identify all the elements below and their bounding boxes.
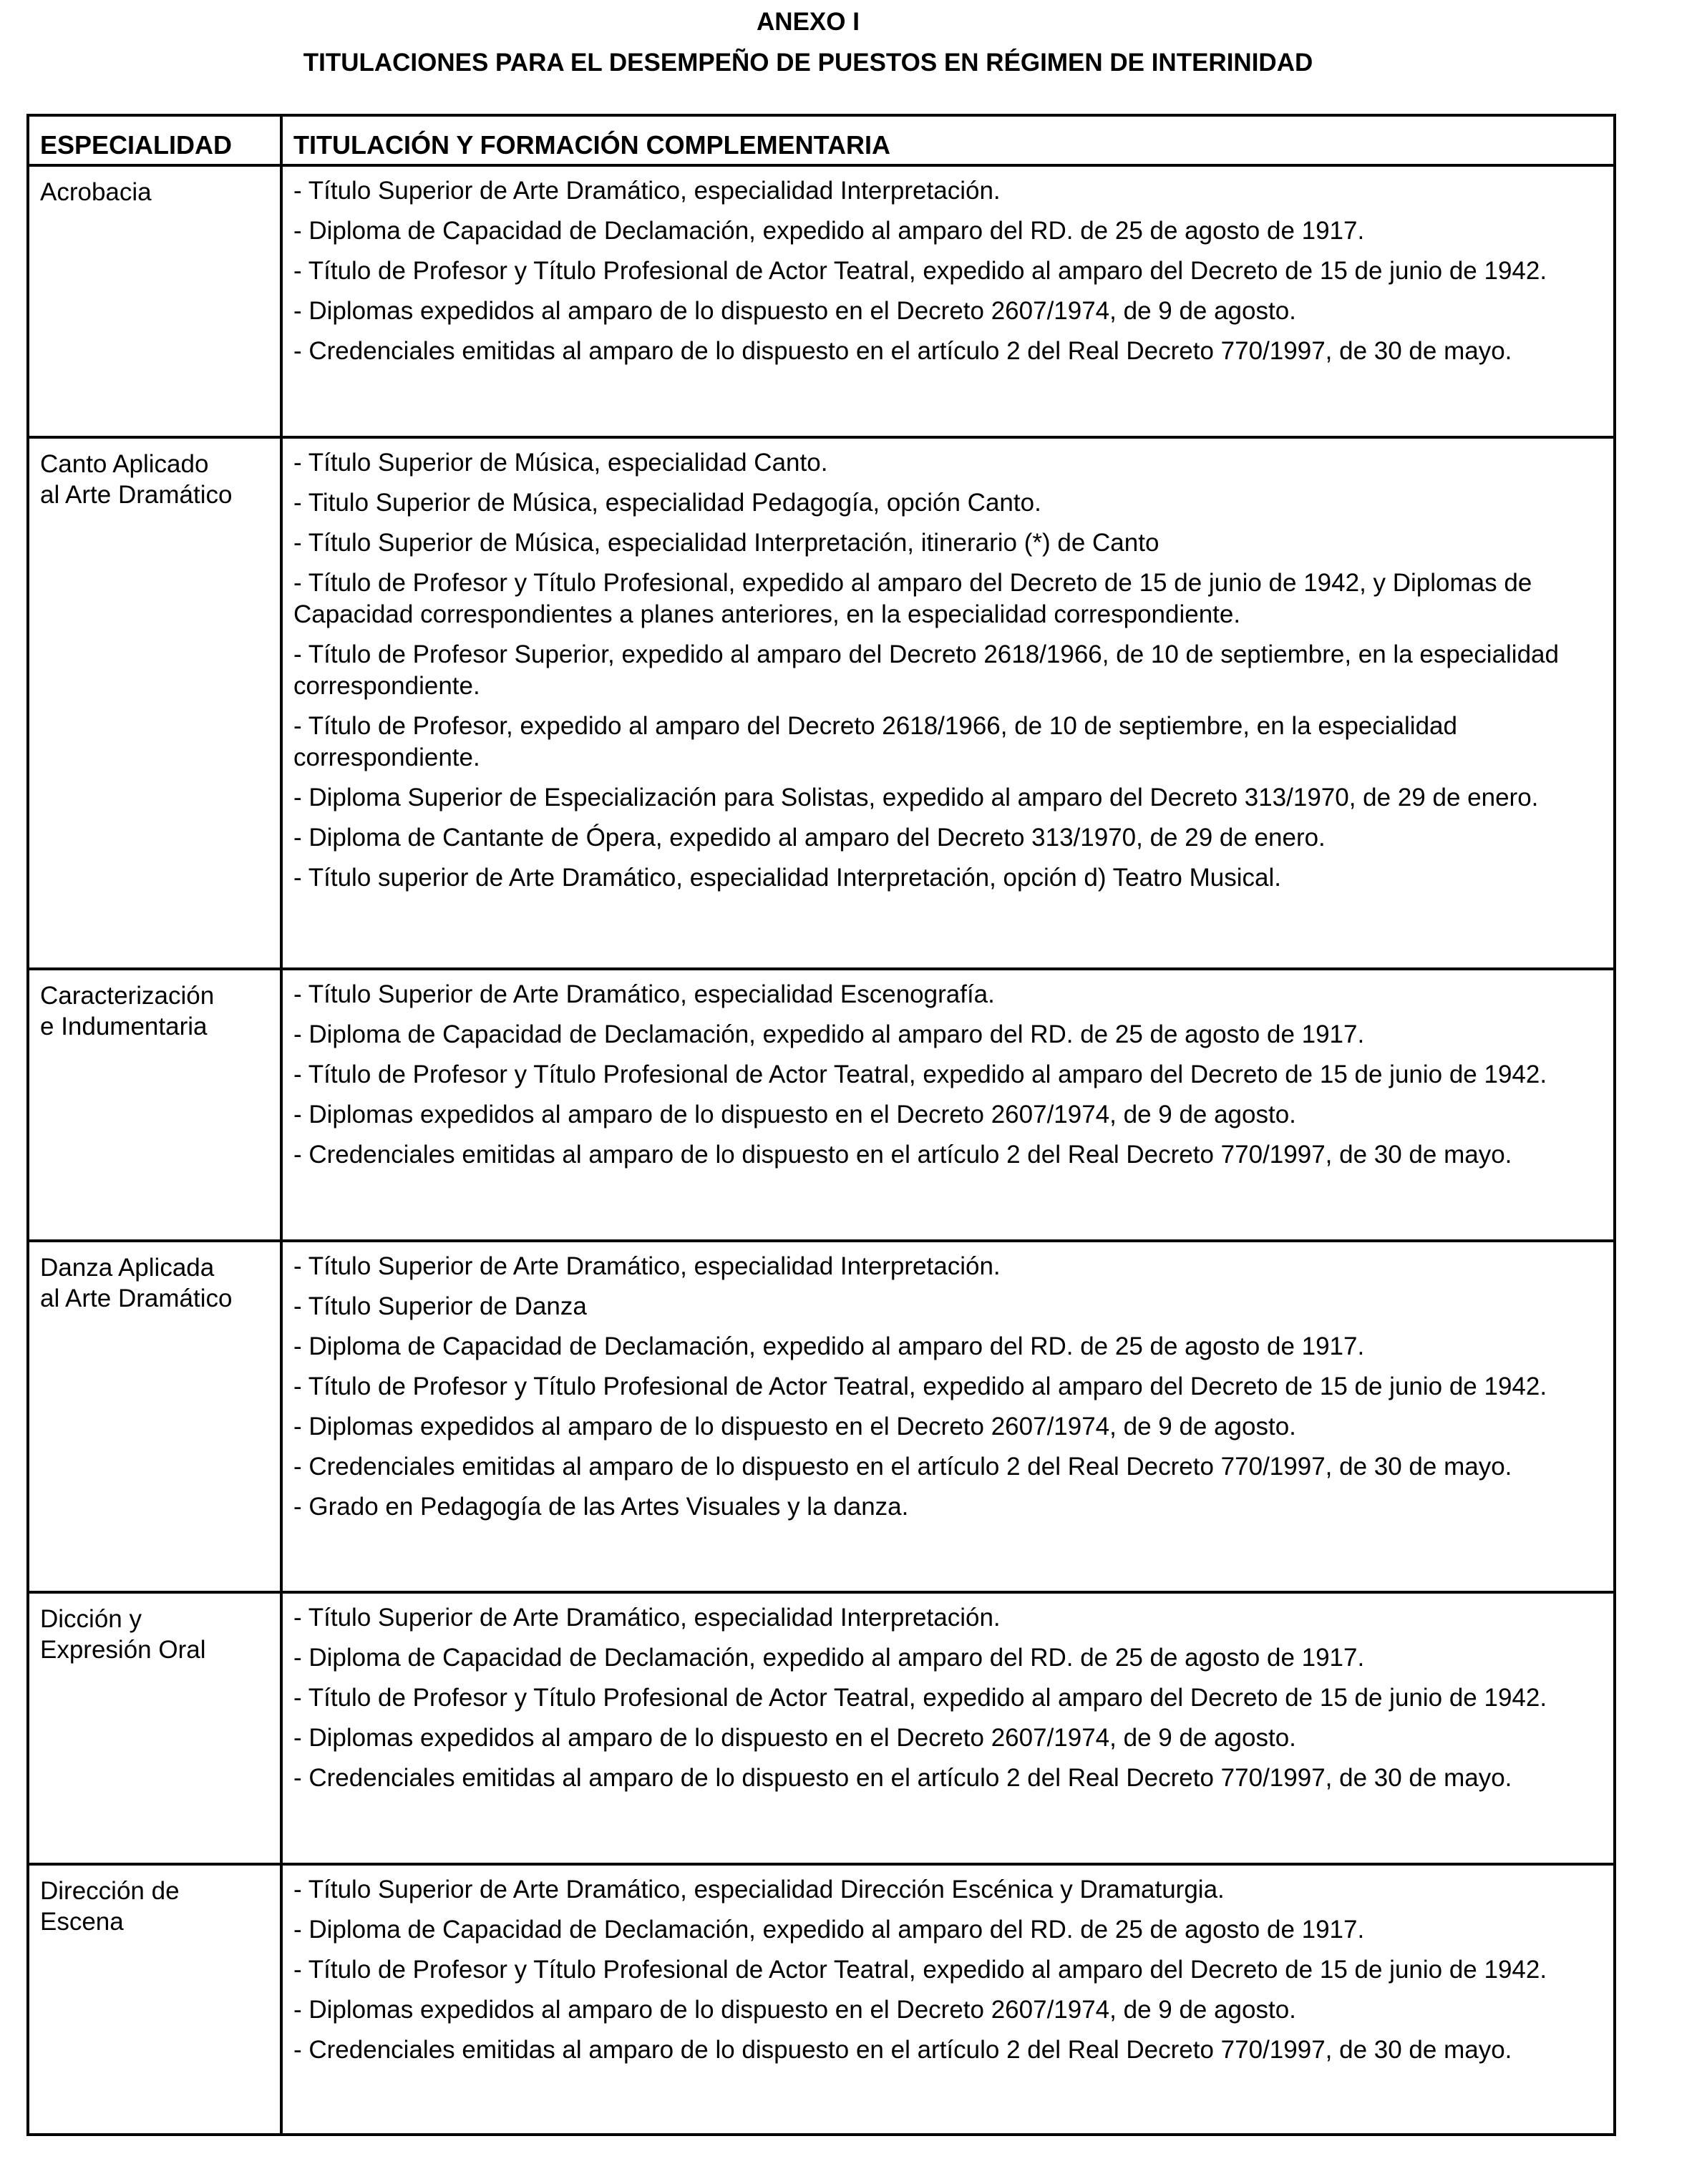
titulacion-item: - Título de Profesor y Título Profesional de Actor Teatral, expedido al amparo del Decreto de 15 de junio de 1942.: [293, 1061, 1547, 1088]
especialidad-cell: [29, 1242, 283, 1591]
document-title: ANEXO I: [757, 8, 860, 36]
titulacion-item: - Título de Profesor y Título Profesional de Actor Teatral, expedido al amparo del Decreto de 15 de junio de 1942.: [293, 257, 1547, 285]
titulacion-item: - Diploma de Cantante de Ópera, expedido al amparo del Decreto 313/1970, de 29 de enero.: [293, 824, 1326, 852]
titulacion-item: - Título Superior de Arte Dramático, especialidad Dirección Escénica y Dramaturgia.: [293, 1876, 1225, 1903]
titulacion-cell: [283, 439, 1613, 967]
especialidad-cell: [29, 439, 283, 967]
titulacion-item: - Credenciales emitidas al amparo de lo dispuesto en el artículo 2 del Real Decreto 770/1997, de 30 de mayo.: [293, 1453, 1512, 1481]
table-row-diccion: [29, 1591, 1613, 1863]
document-subtitle: TITULACIONES PARA EL DESEMPEÑO DE PUESTOS EN RÉGIMEN DE INTERINIDAD: [303, 49, 1313, 77]
titulacion-item: - Título superior de Arte Dramático, especialidad Interpretación, opción d) Teatro Musical.: [293, 864, 1281, 892]
especialidad-label: Caracterización: [40, 982, 215, 1010]
table-header-row: [29, 117, 1613, 164]
titulacion-item: - Título Superior de Arte Dramático, especialidad Escenografía.: [293, 980, 995, 1008]
titulacion-item: - Diploma de Capacidad de Declamación, expedido al amparo del RD. de 25 de agosto de 1917.: [293, 1644, 1365, 1672]
header-especialidad: ESPECIALIDAD: [29, 117, 283, 164]
especialidad-label: al Arte Dramático: [40, 1284, 233, 1312]
titulacion-item: - Título Superior de Arte Dramático, especialidad Interpretación.: [293, 1604, 1001, 1632]
titulacion-item: - Título de Profesor, expedido al amparo del Decreto 2618/1966, de 10 de septiembre, en la especialidad correspondiente.: [293, 712, 1457, 771]
especialidad-label: Danza Aplicada: [40, 1254, 215, 1282]
titulacion-item: - Título Superior de Danza: [293, 1292, 587, 1320]
titulacion-item: - Diploma de Capacidad de Declamación, expedido al amparo del RD. de 25 de agosto de 1917.: [293, 1020, 1365, 1048]
titulacion-item: - Título Superior de Música, especialidad Canto.: [293, 449, 828, 477]
especialidad-cell: [29, 970, 283, 1239]
titulacion-item: - Título de Profesor y Título Profesional de Actor Teatral, expedido al amparo del Decreto de 15 de junio de 1942.: [293, 1956, 1547, 1984]
titulacion-item: - Credenciales emitidas al amparo de lo dispuesto en el artículo 2 del Real Decreto 770/1997, de 30 de mayo.: [293, 1141, 1512, 1169]
titulacion-item: - Diplomas expedidos al amparo de lo dispuesto en el Decreto 2607/1974, de 9 de agosto.: [293, 1724, 1296, 1752]
titulacion-item: - Diploma de Capacidad de Declamación, expedido al amparo del RD. de 25 de agosto de 1917.: [293, 1916, 1365, 1944]
titulacion-item: - Diplomas expedidos al amparo de lo dispuesto en el Decreto 2607/1974, de 9 de agosto.: [293, 1413, 1296, 1440]
table-row-direccion-escena: [29, 1863, 1613, 2133]
table-row-danza-aplicada: [29, 1239, 1613, 1591]
titulacion-item: - Diplomas expedidos al amparo de lo dispuesto en el Decreto 2607/1974, de 9 de agosto.: [293, 1101, 1296, 1128]
titulacion-cell: [283, 970, 1613, 1239]
especialidad-cell: [29, 1594, 283, 1863]
titulacion-item: - Credenciales emitidas al amparo de lo dispuesto en el artículo 2 del Real Decreto 770/1997, de 30 de mayo.: [293, 2036, 1512, 2064]
titulacion-item: - Título de Profesor y Título Profesional, expedido al amparo del Decreto de 15 de junio de 1942, y Diplomas de Capacidad correspondientes a planes anteriores, en la especialidad correspondiente.: [293, 569, 1532, 628]
especialidad-cell: [29, 1866, 283, 2133]
especialidad-label: e Indumentaria: [40, 1013, 208, 1040]
titulacion-cell: [283, 1242, 1613, 1591]
titulacion-item: - Título Superior de Arte Dramático, especialidad Interpretación.: [293, 177, 1001, 205]
titulacion-item: - Título Superior de Música, especialidad Interpretación, itinerario (*) de Canto: [293, 529, 1159, 557]
table-row-acrobacia: [29, 164, 1613, 436]
table-row-canto-aplicado: [29, 436, 1613, 967]
especialidad-label: Dirección de: [40, 1877, 180, 1905]
especialidad-label: al Arte Dramático: [40, 481, 233, 509]
titulacion-item: - Diploma de Capacidad de Declamación, expedido al amparo del RD. de 25 de agosto de 1917.: [293, 217, 1365, 245]
titulacion-item: - Credenciales emitidas al amparo de lo dispuesto en el artículo 2 del Real Decreto 770/1997, de 30 de mayo.: [293, 337, 1512, 365]
titulaciones-table: [26, 114, 1616, 2136]
titulacion-cell: [283, 1866, 1613, 2133]
especialidad-label: Escena: [40, 1908, 124, 1936]
titulacion-item: - Diploma de Capacidad de Declamación, expedido al amparo del RD. de 25 de agosto de 1917.: [293, 1332, 1365, 1360]
titulacion-item: - Diplomas expedidos al amparo de lo dispuesto en el Decreto 2607/1974, de 9 de agosto.: [293, 297, 1296, 325]
titulacion-item: - Credenciales emitidas al amparo de lo dispuesto en el artículo 2 del Real Decreto 770/1997, de 30 de mayo.: [293, 1764, 1512, 1792]
titulacion-item: - Diplomas expedidos al amparo de lo dispuesto en el Decreto 2607/1974, de 9 de agosto.: [293, 1996, 1296, 2024]
titulacion-item: - Título de Profesor y Título Profesional de Actor Teatral, expedido al amparo del Decreto de 15 de junio de 1942.: [293, 1684, 1547, 1712]
titulacion-cell: [283, 167, 1613, 436]
titulacion-item: - Titulo Superior de Música, especialidad Pedagogía, opción Canto.: [293, 489, 1041, 517]
titulacion-item: - Título de Profesor Superior, expedido al amparo del Decreto 2618/1966, de 10 de septiembre, en la especialidad correspondiente.: [293, 640, 1559, 700]
titulacion-item: - Título de Profesor y Título Profesional de Actor Teatral, expedido al amparo del Decreto de 15 de junio de 1942.: [293, 1373, 1547, 1400]
titulacion-item: - Diploma Superior de Especialización para Solistas, expedido al amparo del Decreto 313/1970, de 29 de enero.: [293, 784, 1539, 811]
especialidad-label: Acrobacia: [40, 178, 152, 206]
especialidad-label: Expresión Oral: [40, 1636, 206, 1664]
header-titulacion: TITULACIÓN Y FORMACIÓN COMPLEMENTARIA: [293, 130, 890, 160]
titulacion-item: - Título Superior de Arte Dramático, especialidad Interpretación.: [293, 1252, 1001, 1280]
especialidad-label: Dicción y: [40, 1605, 142, 1633]
titulacion-item: - Grado en Pedagogía de las Artes Visuales y la danza.: [293, 1493, 909, 1521]
table-row-caracterizacion: [29, 967, 1613, 1239]
especialidad-cell: [29, 167, 283, 436]
especialidad-label: Canto Aplicado: [40, 450, 209, 478]
titulacion-cell: [283, 1594, 1613, 1863]
